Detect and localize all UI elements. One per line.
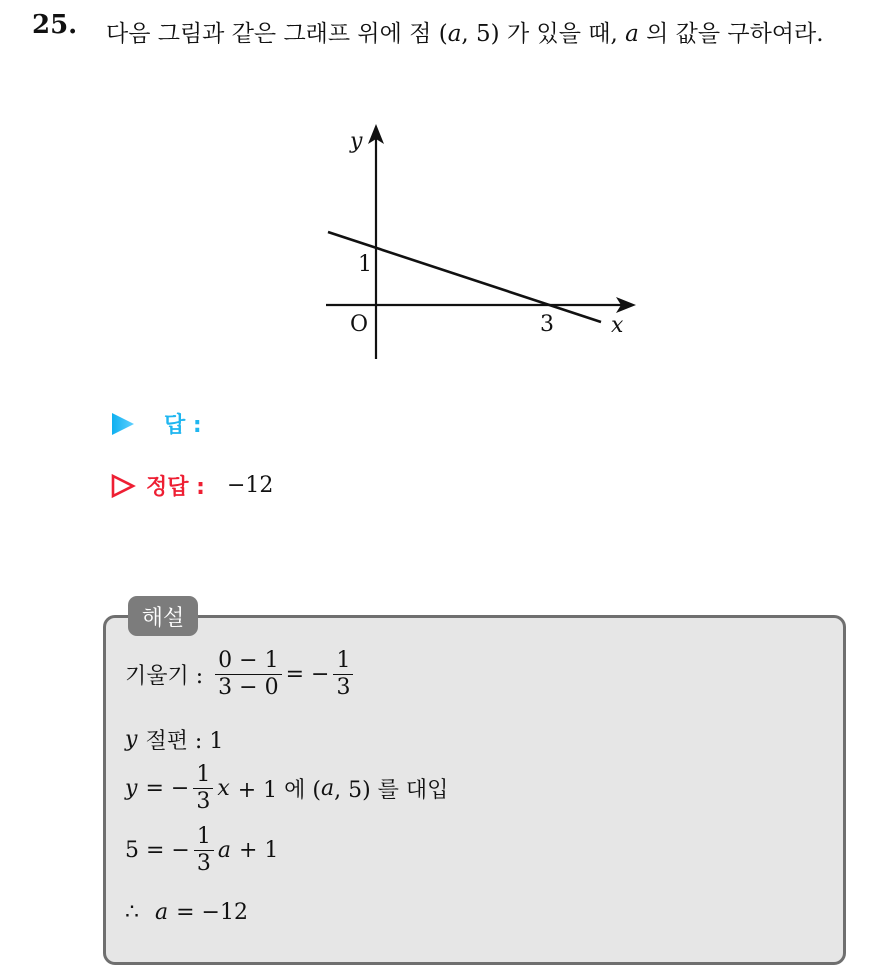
slope-result-den: 3 bbox=[333, 674, 353, 701]
substitute-fraction-num: 1 bbox=[196, 762, 211, 787]
x-intercept-label: 3 bbox=[540, 312, 554, 337]
intercept-text: 절편 : 1 bbox=[145, 729, 224, 754]
substitute-x: x bbox=[217, 776, 230, 801]
substitute-eq: = − bbox=[145, 776, 190, 801]
question-text-part1: 다음 그림과 같은 그래프 위에 점 ( bbox=[106, 21, 448, 47]
equation-fraction-den: 3 bbox=[194, 850, 214, 877]
question-text-part3: 의 값을 구하여라. bbox=[638, 21, 824, 47]
intercept-var: y bbox=[125, 727, 138, 752]
equation-rest: + 1 bbox=[238, 838, 279, 863]
substitute-tail: , 5) 를 대입 bbox=[334, 778, 449, 803]
question-var-a-2: a bbox=[625, 21, 639, 47]
solution-line-substitute bbox=[125, 762, 448, 815]
correct-answer-label: 정답 : bbox=[146, 475, 205, 500]
slope-fraction-den: 3 − 0 bbox=[215, 674, 281, 701]
slope-equals: = − bbox=[285, 662, 330, 687]
question-text bbox=[106, 12, 866, 56]
question-var-a: a bbox=[447, 21, 462, 47]
solution-line-slope bbox=[125, 648, 357, 701]
substitute-lhs: y bbox=[125, 776, 138, 801]
substitute-rest: + 1 에 ( bbox=[237, 778, 321, 803]
solution-line-equation bbox=[125, 824, 278, 877]
solution-line-intercept bbox=[125, 724, 223, 755]
solution-tag: 해설 bbox=[128, 596, 198, 636]
play-outline-icon bbox=[110, 473, 136, 499]
therefore-symbol: ∴ bbox=[125, 900, 139, 925]
origin-label: O bbox=[350, 312, 369, 337]
y-intercept-label: 1 bbox=[358, 252, 372, 277]
y-axis-label: y bbox=[350, 129, 363, 154]
slope-result-num: 1 bbox=[336, 648, 351, 673]
line-graph bbox=[318, 120, 648, 365]
equation-fraction bbox=[194, 824, 214, 877]
correct-answer-row bbox=[110, 470, 273, 501]
equation-a: a bbox=[217, 838, 231, 863]
equation-fraction-num: 1 bbox=[196, 824, 211, 849]
slope-prefix: 기울기 : bbox=[125, 664, 204, 689]
substitute-a: a bbox=[320, 776, 335, 801]
result-a: a bbox=[155, 900, 169, 925]
substitute-fraction bbox=[193, 762, 213, 815]
x-axis-label: x bbox=[611, 313, 624, 338]
slope-result-fraction bbox=[333, 648, 353, 701]
correct-answer-value: −12 bbox=[226, 473, 274, 498]
substitute-fraction-den: 3 bbox=[193, 788, 213, 815]
question-number: 25. bbox=[32, 10, 78, 40]
play-filled-icon bbox=[110, 411, 136, 437]
user-answer-label: 답 : bbox=[164, 413, 202, 438]
user-answer-row bbox=[110, 408, 202, 439]
solution-line-result bbox=[125, 900, 248, 925]
result-value: = −12 bbox=[176, 900, 248, 925]
equation-lhs: 5 = − bbox=[125, 838, 190, 863]
question-text-part2: , 5) 가 있을 때, bbox=[461, 21, 626, 47]
slope-fraction-num: 0 − 1 bbox=[218, 648, 279, 673]
graph-line bbox=[328, 232, 601, 322]
slope-fraction bbox=[215, 648, 281, 701]
